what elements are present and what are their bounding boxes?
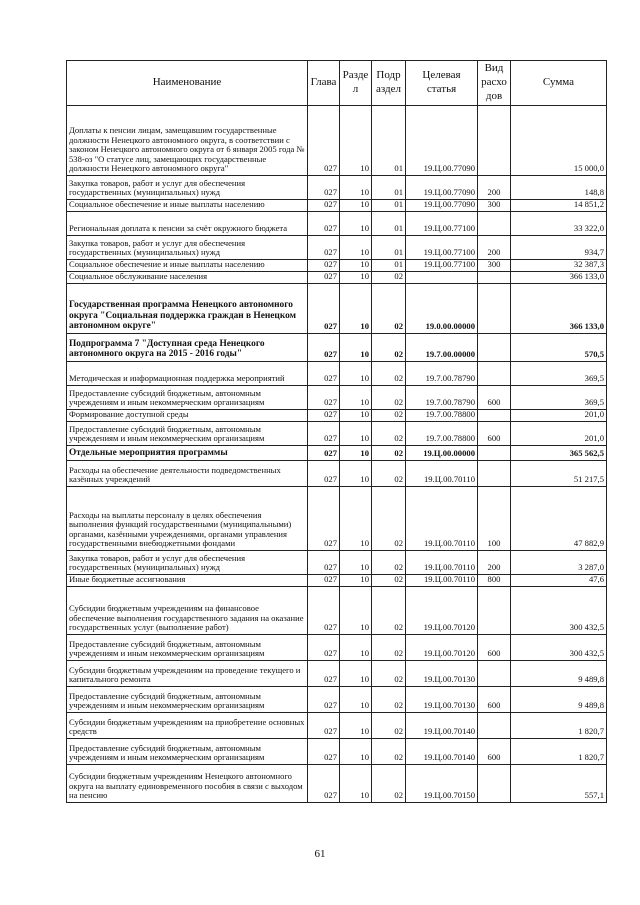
row-name-cell: Методическая и информационная поддержка мероприятий [67, 362, 308, 386]
row-name-cell: Субсидии бюджетным учреждениям на финансовое обеспечение выполнения государственного задания на оказание государственных услуг (выполнение работ) [67, 587, 308, 635]
row-vid-cell [478, 587, 511, 635]
table-row [67, 334, 607, 362]
col-header-target: Целевая статья [406, 61, 478, 106]
row-vid-cell: 300 [478, 200, 511, 212]
row-target-cell: 19.Ц.00.77100 [406, 212, 478, 236]
row-razdel-cell: 10 [340, 635, 372, 661]
row-podrazdel-cell: 02 [372, 272, 406, 284]
row-name-cell: Предоставление субсидий бюджетным, автономным учреждениям и иным некоммерческим организациям [67, 422, 308, 446]
row-target-cell: 19.Ц.00.70110 [406, 551, 478, 575]
row-vid-cell [478, 410, 511, 422]
row-razdel-cell: 10 [340, 334, 372, 362]
col-header-glava: Глава [308, 61, 340, 106]
table-row [67, 362, 607, 386]
row-glava-cell: 027 [308, 200, 340, 212]
row-podrazdel-cell: 02 [372, 410, 406, 422]
row-podrazdel-cell: 01 [372, 236, 406, 260]
row-razdel-cell: 10 [340, 765, 372, 803]
row-razdel-cell: 10 [340, 575, 372, 587]
row-glava-cell: 027 [308, 106, 340, 176]
row-vid-cell [478, 334, 511, 362]
row-target-cell: 19.Ц.00.70130 [406, 661, 478, 687]
row-podrazdel-cell: 02 [372, 446, 406, 461]
row-target-cell: 19.0.00.00000 [406, 284, 478, 334]
row-podrazdel-cell: 02 [372, 635, 406, 661]
row-podrazdel-cell: 02 [372, 487, 406, 551]
row-name-cell: Расходы на обеспечение деятельности подведомственных казённых учреждений [67, 461, 308, 487]
table-row [67, 212, 607, 236]
table-row [67, 635, 607, 661]
row-razdel-cell: 10 [340, 176, 372, 200]
row-sum-cell: 369,5 [511, 386, 607, 410]
row-vid-cell [478, 765, 511, 803]
row-sum-cell: 33 322,0 [511, 212, 607, 236]
row-target-cell: 19.Ц.00.70110 [406, 461, 478, 487]
row-target-cell: 19.7.00.78790 [406, 386, 478, 410]
row-podrazdel-cell: 02 [372, 461, 406, 487]
budget-table [66, 60, 607, 803]
row-podrazdel-cell: 02 [372, 575, 406, 587]
row-name-cell: Закупка товаров, работ и услуг для обеспечения государственных (муниципальных) нужд [67, 176, 308, 200]
row-name-cell: Закупка товаров, работ и услуг для обеспечения государственных (муниципальных) нужд [67, 551, 308, 575]
row-glava-cell: 027 [308, 284, 340, 334]
row-vid-cell [478, 661, 511, 687]
row-sum-cell: 570,5 [511, 334, 607, 362]
row-razdel-cell: 10 [340, 739, 372, 765]
table-row [67, 739, 607, 765]
row-razdel-cell: 10 [340, 106, 372, 176]
row-podrazdel-cell: 02 [372, 661, 406, 687]
row-glava-cell: 027 [308, 461, 340, 487]
row-target-cell: 19.Ц.00.70120 [406, 587, 478, 635]
row-name-cell: Расходы на выплаты персоналу в целях обеспечения выполнения функций государственными (муниципальными) органами, казёнными учреждениями, органами управления государственными внебюджетными фондами [67, 487, 308, 551]
row-target-cell: 19.Ц.00.70140 [406, 739, 478, 765]
row-target-cell: 19.7.00.78790 [406, 362, 478, 386]
row-glava-cell: 027 [308, 575, 340, 587]
row-sum-cell: 47 882,9 [511, 487, 607, 551]
table-row [67, 200, 607, 212]
row-sum-cell: 47,6 [511, 575, 607, 587]
row-target-cell: 19.Ц.00.70140 [406, 713, 478, 739]
row-name-cell: Предоставление субсидий бюджетным, автономным учреждениям и иным некоммерческим организациям [67, 687, 308, 713]
table-row [67, 386, 607, 410]
row-vid-cell [478, 106, 511, 176]
row-podrazdel-cell: 01 [372, 176, 406, 200]
row-glava-cell: 027 [308, 176, 340, 200]
row-sum-cell: 1 820,7 [511, 739, 607, 765]
row-sum-cell: 366 133,0 [511, 272, 607, 284]
row-vid-cell: 600 [478, 739, 511, 765]
row-name-cell: Социальное обслуживание населения [67, 272, 308, 284]
row-glava-cell: 027 [308, 446, 340, 461]
row-name-cell: Подпрограмма 7 "Доступная среда Ненецкого автономного округа на 2015 - 2016 годы" [67, 334, 308, 362]
row-vid-cell [478, 713, 511, 739]
row-target-cell: 19.Ц.00.77100 [406, 260, 478, 272]
row-sum-cell: 365 562,5 [511, 446, 607, 461]
row-vid-cell: 200 [478, 176, 511, 200]
row-vid-cell: 600 [478, 386, 511, 410]
row-podrazdel-cell: 02 [372, 687, 406, 713]
row-vid-cell: 800 [478, 575, 511, 587]
row-name-cell: Доплаты к пенсии лицам, замещавшим государственные должности Ненецкого автономного округа, в соответствии с законом Ненецкого автономного округа от 6 января 2005 года № 538-оз "О статусе лиц, замещающих государственные должности Ненецкого автономного округа" [67, 106, 308, 176]
row-target-cell: 19.Ц.00.70110 [406, 575, 478, 587]
row-name-cell: Государственная программа Ненецкого автономного округа "Социальная поддержка граждан в Ненецком автономном округе" [67, 284, 308, 334]
row-sum-cell: 3 287,0 [511, 551, 607, 575]
row-podrazdel-cell: 02 [372, 551, 406, 575]
row-vid-cell: 600 [478, 422, 511, 446]
row-target-cell: 19.7.00.78800 [406, 422, 478, 446]
row-razdel-cell: 10 [340, 410, 372, 422]
row-podrazdel-cell: 01 [372, 200, 406, 212]
row-target-cell: 19.Ц.00.70150 [406, 765, 478, 803]
row-vid-cell [478, 362, 511, 386]
row-razdel-cell: 10 [340, 362, 372, 386]
row-name-cell: Социальное обеспечение и иные выплаты населению [67, 260, 308, 272]
row-vid-cell: 600 [478, 687, 511, 713]
row-sum-cell: 300 432,5 [511, 635, 607, 661]
row-sum-cell: 366 133,0 [511, 284, 607, 334]
row-sum-cell: 9 489,8 [511, 661, 607, 687]
row-name-cell: Отдельные мероприятия программы [67, 446, 308, 461]
row-vid-cell [478, 461, 511, 487]
row-podrazdel-cell: 02 [372, 362, 406, 386]
row-glava-cell: 027 [308, 410, 340, 422]
row-glava-cell: 027 [308, 386, 340, 410]
row-target-cell [406, 272, 478, 284]
table-row [67, 661, 607, 687]
row-razdel-cell: 10 [340, 661, 372, 687]
table-row [67, 422, 607, 446]
row-podrazdel-cell: 02 [372, 765, 406, 803]
row-glava-cell: 027 [308, 765, 340, 803]
row-podrazdel-cell: 02 [372, 587, 406, 635]
table-row [67, 687, 607, 713]
row-target-cell: 19.Ц.00.70110 [406, 487, 478, 551]
row-name-cell: Субсидии бюджетным учреждениям на приобретение основных средств [67, 713, 308, 739]
row-glava-cell: 027 [308, 687, 340, 713]
row-vid-cell: 200 [478, 236, 511, 260]
table-row [67, 410, 607, 422]
page-number: 61 [314, 848, 326, 860]
table-row [67, 106, 607, 176]
row-vid-cell: 600 [478, 635, 511, 661]
row-razdel-cell: 10 [340, 687, 372, 713]
table-row [67, 765, 607, 803]
table-row [67, 260, 607, 272]
row-razdel-cell: 10 [340, 260, 372, 272]
row-vid-cell: 200 [478, 551, 511, 575]
row-sum-cell: 201,0 [511, 422, 607, 446]
row-name-cell: Формирование доступной среды [67, 410, 308, 422]
row-name-cell: Предоставление субсидий бюджетным, автономным учреждениям и иным некоммерческим организациям [67, 386, 308, 410]
row-razdel-cell: 10 [340, 236, 372, 260]
row-name-cell: Региональная доплата к пенсии за счёт окружного бюджета [67, 212, 308, 236]
row-name-cell: Социальное обеспечение и иные выплаты населению [67, 200, 308, 212]
row-razdel-cell: 10 [340, 446, 372, 461]
col-header-name: Наименование [67, 61, 308, 106]
row-podrazdel-cell: 01 [372, 106, 406, 176]
row-glava-cell: 027 [308, 212, 340, 236]
col-header-razdel: Разде л [340, 61, 372, 106]
row-target-cell: 19.Ц.00.70120 [406, 635, 478, 661]
row-name-cell: Закупка товаров, работ и услуг для обеспечения государственных (муниципальных) нужд [67, 236, 308, 260]
table-row [67, 575, 607, 587]
row-vid-cell [478, 284, 511, 334]
row-glava-cell: 027 [308, 272, 340, 284]
row-sum-cell: 15 000,0 [511, 106, 607, 176]
row-glava-cell: 027 [308, 334, 340, 362]
row-sum-cell: 51 217,5 [511, 461, 607, 487]
row-razdel-cell: 10 [340, 212, 372, 236]
row-razdel-cell: 10 [340, 386, 372, 410]
row-glava-cell: 027 [308, 260, 340, 272]
row-vid-cell: 100 [478, 487, 511, 551]
row-podrazdel-cell: 01 [372, 260, 406, 272]
row-glava-cell: 027 [308, 422, 340, 446]
table-row [67, 713, 607, 739]
row-name-cell: Иные бюджетные ассигнования [67, 575, 308, 587]
row-vid-cell: 300 [478, 260, 511, 272]
row-target-cell: 19.Ц.00.77090 [406, 200, 478, 212]
row-sum-cell: 300 432,5 [511, 587, 607, 635]
row-vid-cell [478, 272, 511, 284]
table-row [67, 272, 607, 284]
row-glava-cell: 027 [308, 713, 340, 739]
row-razdel-cell: 10 [340, 587, 372, 635]
table-header-row [67, 61, 607, 106]
row-glava-cell: 027 [308, 635, 340, 661]
row-podrazdel-cell: 02 [372, 386, 406, 410]
table-row [67, 487, 607, 551]
row-razdel-cell: 10 [340, 284, 372, 334]
row-podrazdel-cell: 02 [372, 739, 406, 765]
table-body [67, 106, 607, 803]
row-podrazdel-cell: 02 [372, 422, 406, 446]
row-razdel-cell: 10 [340, 200, 372, 212]
row-glava-cell: 027 [308, 236, 340, 260]
row-glava-cell: 027 [308, 587, 340, 635]
table-row [67, 551, 607, 575]
row-sum-cell: 32 387,3 [511, 260, 607, 272]
row-vid-cell [478, 212, 511, 236]
row-sum-cell: 148,8 [511, 176, 607, 200]
table-row [67, 284, 607, 334]
row-target-cell: 19.Ц.00.77090 [406, 106, 478, 176]
row-target-cell: 19.7.00.78800 [406, 410, 478, 422]
col-header-sum: Сумма [511, 61, 607, 106]
row-name-cell: Предоставление субсидий бюджетным, автономным учреждениям и иным некоммерческим организациям [67, 739, 308, 765]
row-sum-cell: 369,5 [511, 362, 607, 386]
row-sum-cell: 9 489,8 [511, 687, 607, 713]
row-sum-cell: 557,1 [511, 765, 607, 803]
row-podrazdel-cell: 02 [372, 713, 406, 739]
row-podrazdel-cell: 02 [372, 334, 406, 362]
row-razdel-cell: 10 [340, 461, 372, 487]
row-glava-cell: 027 [308, 739, 340, 765]
table-row [67, 587, 607, 635]
row-razdel-cell: 10 [340, 272, 372, 284]
row-name-cell: Субсидии бюджетным учреждениям Ненецкого автономного округа на выплату единовременного пособия в связи с выходом на пенсию [67, 765, 308, 803]
row-name-cell: Субсидии бюджетным учреждениям на проведение текущего и капитального ремонта [67, 661, 308, 687]
row-razdel-cell: 10 [340, 487, 372, 551]
table-row [67, 236, 607, 260]
row-target-cell: 19.7.00.00000 [406, 334, 478, 362]
table-row [67, 176, 607, 200]
row-sum-cell: 201,0 [511, 410, 607, 422]
row-podrazdel-cell: 01 [372, 212, 406, 236]
row-razdel-cell: 10 [340, 551, 372, 575]
row-sum-cell: 1 820,7 [511, 713, 607, 739]
row-glava-cell: 027 [308, 551, 340, 575]
row-target-cell: 19.Ц.00.70130 [406, 687, 478, 713]
row-target-cell: 19.Ц.00.77090 [406, 176, 478, 200]
row-name-cell: Предоставление субсидий бюджетным, автономным учреждениям и иным некоммерческим организациям [67, 635, 308, 661]
row-podrazdel-cell: 02 [372, 284, 406, 334]
row-sum-cell: 14 851,2 [511, 200, 607, 212]
col-header-vid: Вид расхо дов [478, 61, 511, 106]
row-razdel-cell: 10 [340, 713, 372, 739]
table-row [67, 446, 607, 461]
table-row [67, 461, 607, 487]
row-glava-cell: 027 [308, 487, 340, 551]
col-header-podrazdel: Подр аздел [372, 61, 406, 106]
row-target-cell: 19.Ц.00.77100 [406, 236, 478, 260]
row-sum-cell: 934,7 [511, 236, 607, 260]
row-glava-cell: 027 [308, 362, 340, 386]
row-target-cell: 19.Ц.00.00000 [406, 446, 478, 461]
row-vid-cell [478, 446, 511, 461]
row-glava-cell: 027 [308, 661, 340, 687]
row-razdel-cell: 10 [340, 422, 372, 446]
